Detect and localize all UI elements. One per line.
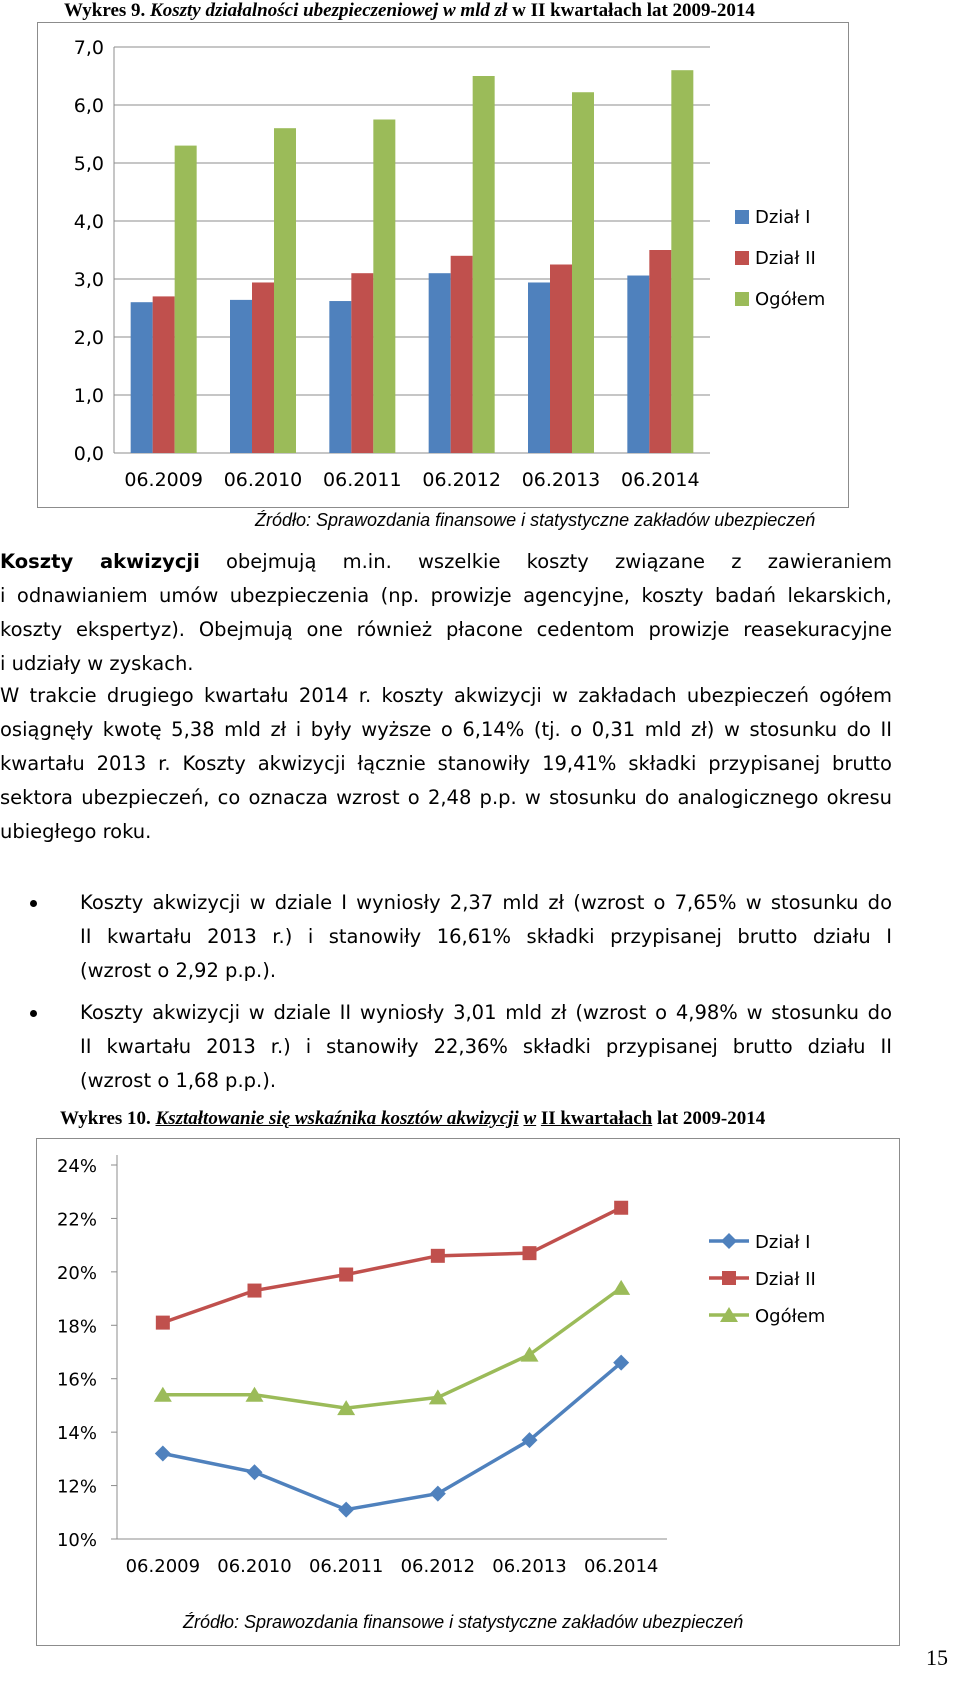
chart2-x-tick-label: 06.2010: [217, 1556, 292, 1577]
chart2-x-tick-label: 06.2009: [125, 1556, 201, 1577]
chart2-y-tick-label: 10%: [56, 1530, 97, 1551]
chart2-legend-label: Ogółem: [755, 1306, 826, 1327]
paragraph-1-line-2: i odnawianiem umów ubezpieczenia (np. prowizje agencyjne, koszty badań lekarskich,: [0, 584, 892, 607]
chart1-caption-prefix: Wykres 9.: [64, 0, 146, 21]
chart2-source: Źródło: Sprawozdania finansowe i statystyczne zakładów ubezpieczeń: [183, 1612, 744, 1632]
chart1-y-tick-label: 7,0: [73, 37, 104, 59]
chart1-bar: [671, 70, 693, 453]
chart2-x-tick-label: 06.2014: [583, 1556, 659, 1577]
paragraph-1-line-3: koszty ekspertyz). Obejmują one również płacone cedentom prowizje reasekuracyjne: [0, 618, 892, 641]
chart2-point: [156, 1316, 170, 1330]
chart1-bar: [550, 265, 572, 454]
chart2-point: [614, 1201, 628, 1215]
chart2-series-line: [163, 1363, 621, 1510]
chart1-legend-swatch: [735, 292, 749, 306]
chart1-caption-bold: w II kwartałach: [512, 0, 642, 21]
chart2-frame: [36, 1138, 900, 1646]
paragraph-2-line-4: sektora ubezpieczeń, co oznacza wzrost o 2,48 p.p. w stosunku do analogicznego okresu: [0, 786, 892, 809]
chart2-y-tick-label: 16%: [56, 1369, 97, 1391]
chart1-bar: [175, 146, 197, 453]
chart2-point: [248, 1284, 262, 1298]
chart2-point: [612, 1280, 630, 1295]
chart2-legend-marker: [722, 1271, 736, 1285]
chart2-y-tick-label: 18%: [56, 1316, 97, 1338]
chart2-x-tick-label: 06.2011: [308, 1556, 384, 1577]
chart2-point: [247, 1464, 263, 1480]
chart2-legend-marker: [721, 1233, 737, 1249]
chart2-caption: [60, 1108, 765, 1130]
chart2-y-tick-label: 22%: [56, 1209, 97, 1231]
chart1-y-tick-label: 3,0: [73, 269, 104, 291]
chart1-y-tick-label: 0,0: [73, 443, 104, 465]
bullet-2-line-3: (wzrost o 1,68 p.p.).: [80, 1069, 277, 1092]
chart1-bar: [451, 256, 473, 453]
chart1-bar: [627, 276, 649, 453]
page-number: 15: [926, 1645, 948, 1670]
chart1-bar: [274, 128, 296, 453]
chart1-caption-italic: Koszty działalności ubezpieczeniowej w mld zł: [150, 0, 508, 21]
chart2-y-tick-label: 20%: [56, 1262, 97, 1284]
chart2-series-line: [163, 1288, 621, 1408]
bullet-1-dot: [30, 900, 37, 907]
chart1-x-tick-label: 06.2013: [521, 469, 601, 491]
chart1-bar: [252, 282, 274, 453]
chart2-x-tick-label: 06.2012: [400, 1556, 476, 1577]
chart1-bar: [329, 301, 351, 453]
chart1-bar: [649, 250, 671, 453]
chart1-legend-label: Dział I: [755, 207, 811, 228]
chart2-legend-label: Dział I: [755, 1232, 811, 1253]
paragraph-1-bold-term: Koszty akwizycji: [0, 550, 200, 573]
chart1-y-tick-label: 4,0: [73, 211, 104, 233]
chart2-caption-italic: Kształtowanie się wskaźnika kosztów akwizycji: [155, 1108, 519, 1129]
chart1-y-tick-label: 1,0: [73, 385, 104, 407]
chart2-y-tick-label: 24%: [56, 1156, 97, 1177]
chart1-x-tick-label: 06.2012: [422, 469, 501, 491]
bullet-1-line-3: (wzrost o 2,92 p.p.).: [80, 959, 277, 982]
chart1-x-tick-label: 06.2014: [621, 469, 700, 491]
paragraph-2-line-2: osiągnęły kwotę 5,38 mld zł i były wyższe o 6,14% (tj. o 0,31 mld zł) w stosunku do II: [0, 718, 892, 741]
chart2-series-line: [163, 1208, 621, 1323]
chart2-point: [155, 1446, 171, 1462]
chart1-x-tick-label: 06.2010: [223, 469, 303, 491]
chart1-bar: [429, 273, 451, 453]
paragraph-2-line-1: W trakcie drugiego kwartału 2014 r. koszty akwizycji w zakładach ubezpieczeń ogółem: [0, 684, 892, 707]
chart2-x-tick-label: 06.2013: [492, 1556, 567, 1577]
chart2-caption-prefix: Wykres 10.: [60, 1108, 151, 1129]
chart2-point: [430, 1486, 446, 1502]
paragraph-1-line-1: Koszty akwizycji obejmują m.in. wszelkie koszty związane z zawieraniem: [0, 550, 892, 573]
chart1-y-tick-label: 5,0: [73, 153, 104, 175]
paragraph-2-line-3: kwartału 2013 r. Koszty akwizycji łącznie stanowiły 19,41% składki przypisanej brutto: [0, 752, 892, 775]
chart2-point: [339, 1268, 353, 1282]
chart1-x-tick-label: 06.2011: [323, 469, 402, 491]
chart1-bar: [528, 282, 550, 453]
bullet-2-dot: [30, 1010, 37, 1017]
paragraph-1-line-4: i udziały w zyskach.: [0, 652, 194, 675]
chart2-caption-suffix: lat 2009-2014: [657, 1108, 766, 1129]
chart2-svg: [37, 1139, 899, 1645]
bullet-1-line-2: II kwartału 2013 r.) i stanowiły 16,61% składki przypisanej brutto działu I: [80, 925, 892, 948]
bullet-2-line-1: Koszty akwizycji w dziale II wyniosły 3,01 mld zł (wzrost o 4,98% w stosunku do: [80, 1001, 892, 1024]
chart1-bar: [572, 92, 594, 453]
chart1-caption-suffix: lat 2009-2014: [646, 0, 755, 21]
chart2-caption-bold: II kwartałach: [540, 1108, 653, 1129]
paragraph-2-line-5: ubiegłego roku.: [0, 820, 152, 843]
chart1-y-tick-label: 6,0: [73, 95, 104, 117]
chart1-legend-swatch: [735, 251, 749, 265]
chart1-bar: [230, 300, 252, 453]
chart2-caption-mid: w: [523, 1108, 537, 1129]
chart2-point: [431, 1249, 445, 1263]
chart1-bar: [473, 76, 495, 453]
chart2-point: [523, 1246, 537, 1260]
chart1-bar: [351, 273, 373, 453]
chart1-caption: [64, 0, 755, 22]
chart2-point: [338, 1502, 354, 1518]
chart1-frame: [37, 22, 849, 508]
chart1-svg: [38, 23, 848, 507]
chart1-bar: [153, 296, 175, 453]
chart1-legend-label: Dział II: [755, 248, 816, 269]
chart2-y-tick-label: 14%: [56, 1423, 97, 1445]
chart1-y-tick-label: 2,0: [73, 327, 104, 349]
chart1-bar: [373, 120, 395, 454]
chart2-legend-label: Dział II: [755, 1269, 816, 1290]
chart1-source: Źródło: Sprawozdania finansowe i statystyczne zakładów ubezpieczeń: [255, 510, 816, 530]
chart1-legend-label: Ogółem: [755, 289, 826, 310]
bullet-2-line-2: II kwartału 2013 r.) i stanowiły 22,36% składki przypisanej brutto działu II: [80, 1035, 892, 1058]
bullet-1-line-1: Koszty akwizycji w dziale I wyniosły 2,37 mld zł (wzrost o 7,65% w stosunku do: [80, 891, 892, 914]
chart1-legend-swatch: [735, 210, 749, 224]
chart2-y-tick-label: 12%: [56, 1476, 97, 1498]
chart1-x-tick-label: 06.2009: [124, 469, 203, 491]
chart1-bar: [131, 302, 153, 453]
